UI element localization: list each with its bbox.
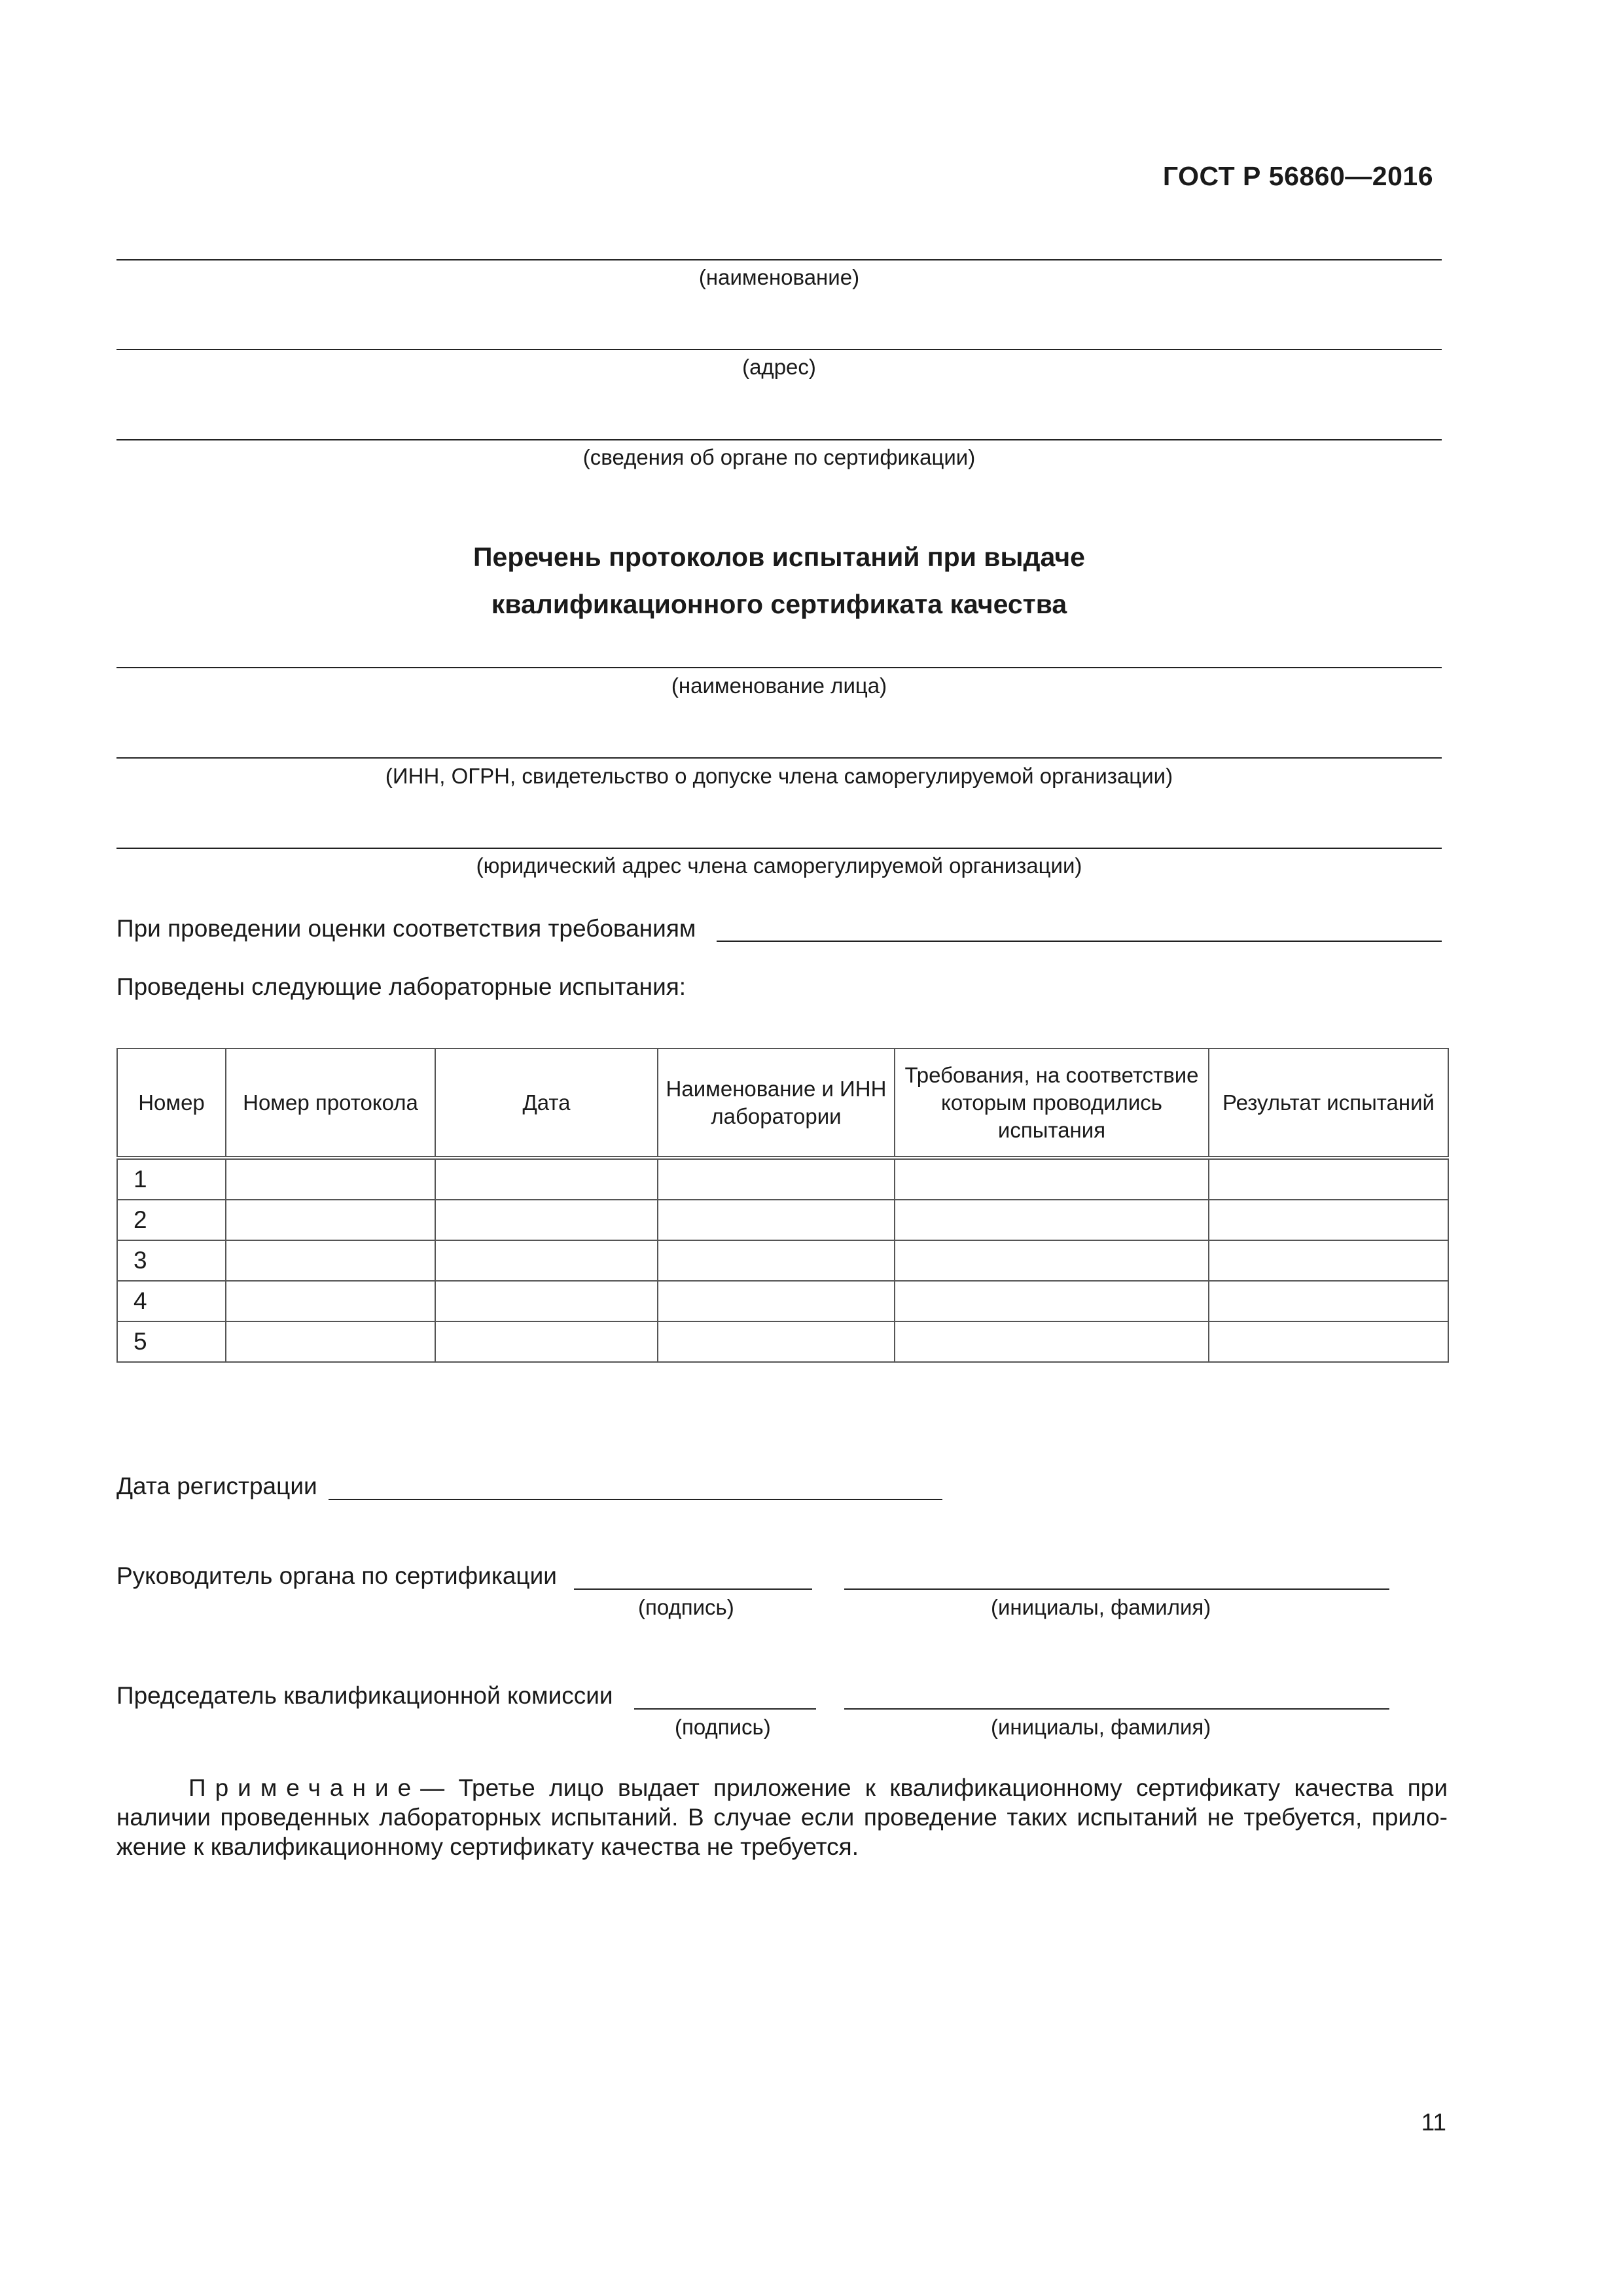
registration-date-field[interactable]: [329, 1499, 942, 1500]
chair-signatory-label: Председатель квалификационной комиссии: [116, 1682, 613, 1709]
head-signature-field[interactable]: [574, 1588, 812, 1590]
cell-requirements[interactable]: [895, 1281, 1209, 1321]
person-name-line: [116, 667, 1442, 668]
cell-lab[interactable]: [658, 1200, 895, 1240]
cell-requirements[interactable]: [895, 1200, 1209, 1240]
org-name-caption: (наименование): [698, 265, 860, 289]
head-name-caption: (инициалы, фамилия): [991, 1595, 1211, 1619]
org-name-line: [116, 259, 1442, 260]
row-number: 3: [117, 1240, 226, 1281]
standard-code: ГОСТ Р 56860—2016: [1162, 161, 1433, 191]
cell-result[interactable]: [1209, 1158, 1448, 1200]
col-header-number: Номер: [117, 1049, 226, 1158]
cell-protocol[interactable]: [226, 1200, 435, 1240]
table-row: [117, 1158, 1448, 1200]
head-signatory-label: Руководитель органа по сертификации: [116, 1562, 557, 1589]
col-header-result: Результат испытаний: [1209, 1049, 1448, 1158]
cell-date[interactable]: [435, 1281, 658, 1321]
col-header-lab: Наименование и ИНН лаборатории: [658, 1049, 895, 1158]
note-text: — Третье лицо выдает приложение к квалификационному сертификату качества при наличии проведенных лабораторных испытаний. В случае если проведение таких испытаний не требуется, прило-жение к квалификационному сертификату качества не требуется.: [116, 1774, 1448, 1860]
cell-protocol[interactable]: [226, 1281, 435, 1321]
chair-signature-field[interactable]: [634, 1708, 816, 1710]
table-row: [117, 1281, 1448, 1321]
document-title: [116, 533, 1442, 628]
head-sign-caption: (подпись): [638, 1595, 734, 1619]
person-address-line: [116, 848, 1442, 849]
cell-date[interactable]: [435, 1158, 658, 1200]
row-number: 4: [117, 1281, 226, 1321]
cell-protocol[interactable]: [226, 1158, 435, 1200]
col-header-requirements: Требования, на соответствие которым проводились испытания: [895, 1049, 1209, 1158]
row-number: 1: [117, 1158, 226, 1200]
person-address-caption: (юридический адрес члена саморегулируемой организации): [476, 853, 1082, 878]
org-address-line: [116, 349, 1442, 350]
cell-lab[interactable]: [658, 1240, 895, 1281]
person-ids-caption: (ИНН, ОГРН, свидетельство о допуске члена саморегулируемой организации): [385, 764, 1173, 788]
cell-protocol[interactable]: [226, 1240, 435, 1281]
person-name-caption: (наименование лица): [671, 673, 887, 698]
table-row: [117, 1321, 1448, 1362]
table-header-row: [117, 1049, 1448, 1158]
cell-result[interactable]: [1209, 1321, 1448, 1362]
page-number: 11: [1421, 2109, 1446, 2136]
table-row: [117, 1200, 1448, 1240]
cert-body-line: [116, 439, 1442, 440]
row-number: 2: [117, 1200, 226, 1240]
note-paragraph: [116, 1773, 1448, 1861]
cell-requirements[interactable]: [895, 1321, 1209, 1362]
col-header-protocol: Номер протокола: [226, 1049, 435, 1158]
lab-tests-table: [116, 1048, 1449, 1363]
tests-intro: Проведены следующие лабораторные испытания:: [116, 973, 687, 1000]
head-name-field[interactable]: [844, 1588, 1389, 1590]
title-line-1: Перечень протоколов испытаний при выдаче: [473, 542, 1085, 572]
col-header-date: Дата: [435, 1049, 658, 1158]
cell-result[interactable]: [1209, 1200, 1448, 1240]
cell-date[interactable]: [435, 1240, 658, 1281]
cert-body-caption: (сведения об органе по сертификации): [582, 445, 976, 469]
table-row: [117, 1240, 1448, 1281]
cell-requirements[interactable]: [895, 1240, 1209, 1281]
registration-label: Дата регистрации: [116, 1473, 317, 1499]
cell-lab[interactable]: [658, 1158, 895, 1200]
cell-date[interactable]: [435, 1321, 658, 1362]
title-line-2: квалификационного сертификата качества: [491, 589, 1067, 619]
chair-sign-caption: (подпись): [675, 1715, 771, 1739]
person-ids-line: [116, 757, 1442, 759]
org-address-caption: (адрес): [742, 355, 816, 379]
cell-requirements[interactable]: [895, 1158, 1209, 1200]
requirements-field[interactable]: [717, 941, 1442, 942]
cell-result[interactable]: [1209, 1281, 1448, 1321]
cell-lab[interactable]: [658, 1321, 895, 1362]
cell-result[interactable]: [1209, 1240, 1448, 1281]
cell-protocol[interactable]: [226, 1321, 435, 1362]
cell-lab[interactable]: [658, 1281, 895, 1321]
row-number: 5: [117, 1321, 226, 1362]
assessment-label: При проведении оценки соответствия требованиям: [116, 915, 696, 942]
chair-name-field[interactable]: [844, 1708, 1389, 1710]
note-label: Примечание: [188, 1774, 421, 1801]
cell-date[interactable]: [435, 1200, 658, 1240]
chair-name-caption: (инициалы, фамилия): [991, 1715, 1211, 1739]
